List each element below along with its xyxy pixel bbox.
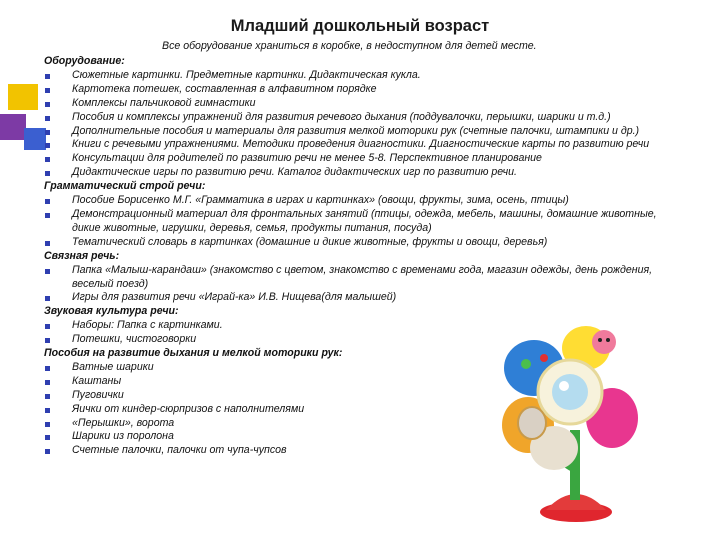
list-item [44, 138, 684, 152]
list-item-text: Папка «Малыш-карандаш» (знакомство с цветом, знакомство с временами года, магазин одежды, день рождения, веселый поезд) [72, 263, 653, 290]
section-heading: Грамматический строй речи: [44, 180, 206, 193]
page-subtitle: Все оборудование храниться в коробке, в недоступном для детей месте. [162, 40, 537, 52]
list-item [44, 291, 684, 305]
bullet-square-icon [45, 269, 50, 274]
list-item-text: Картотека потешек, составленная в алфавитном порядке [72, 82, 377, 95]
bullet-square-icon [45, 394, 50, 399]
list-item-text: Ватные шарики [72, 360, 154, 373]
list-item-text: Книги с речевыми упражнениями. Методики проведения диагностики. Диагностические карты по развитию речи [72, 138, 650, 151]
list-item [44, 83, 684, 97]
list-item-text: Пуговички [72, 388, 124, 401]
list-item [44, 69, 684, 83]
bullet-square-icon [45, 116, 50, 121]
list-item-text: Пособия и комплексы упражнений для развития речевого дыхания (поддувалочки, перышки, шарики и т.д.) [72, 110, 611, 123]
list-item [44, 264, 684, 292]
list-item [44, 166, 684, 180]
bullet-square-icon [45, 435, 50, 440]
list-item [44, 125, 684, 139]
list-item [44, 111, 684, 125]
bullet-square-icon [45, 102, 50, 107]
page-title: Младший дошкольный возраст [230, 17, 490, 35]
section-heading: Оборудование: [44, 55, 125, 67]
list-item-text: Демонстрационный материал для фронтальных занятий (птицы, одежда, мебель, машины, домашние животные, дикие животные, игрушки, деревья, семья, продукты питания, посуда) [72, 207, 657, 234]
bullet-square-icon [45, 199, 50, 204]
section-heading: Звуковая культура речи: [44, 305, 179, 318]
bullet-square-icon [45, 296, 50, 301]
decor-square-blue [24, 128, 46, 150]
list-item-text: Комплексы пальчиковой гимнастики [72, 96, 256, 109]
toy-flower-illustration [494, 320, 644, 525]
list-item [44, 194, 684, 208]
bullet-square-icon [45, 241, 50, 246]
list-item-text: Сюжетные картинки. Предметные картинки. Дидактическая кукла. [72, 68, 421, 81]
list-item-text: Пособие Борисенко М.Г. «Грамматика в играх и картинках» (овощи, фрукты, зима, осень, птицы) [72, 194, 569, 207]
bullet-square-icon [45, 143, 50, 148]
bullet-square-icon [45, 130, 50, 135]
bullet-square-icon [45, 366, 50, 371]
bullet-square-icon [45, 422, 50, 427]
list-item-text: Яички от киндер-сюрпризов с наполнителями [72, 402, 305, 415]
bullet-square-icon [45, 213, 50, 218]
bullet-square-icon [45, 171, 50, 176]
list-item [44, 236, 684, 250]
bullet-square-icon [45, 324, 50, 329]
list-item-text: Игры для развития речи «Играй-ка» И.В. Нищева(для малышей) [72, 291, 397, 304]
list-item-text: «Перышки», ворота [72, 416, 175, 429]
section-heading: Пособия на развитие дыхания и мелкой моторики рук: [44, 347, 343, 360]
bullet-square-icon [45, 449, 50, 454]
list-item-text: Консультации для родителей по развитию речи не менее 5-8. Перспективное планирование [72, 152, 542, 165]
bullet-square-icon [45, 338, 50, 343]
section-heading: Связная речь: [44, 249, 120, 262]
bullet-square-icon [45, 88, 50, 93]
bullet-square-icon [45, 74, 50, 79]
list-item-text: Счетные палочки, палочки от чупа-чупсов [72, 444, 287, 457]
list-item [44, 152, 684, 166]
list-item-text: Потешки, чистоговорки [72, 333, 197, 346]
list-item-text: Каштаны [72, 374, 122, 387]
list-item-text: Шарики из поролона [72, 430, 174, 443]
list-item-text: Дидактические игры по развитию речи. Каталог дидактических игр по развитию речи. [72, 166, 517, 179]
list-item-text: Тематический словарь в картинках (домашние и дикие животные, фрукты и овощи, деревья) [72, 235, 548, 248]
list-item [44, 208, 684, 236]
decor-square-yellow [8, 84, 38, 110]
bullet-square-icon [45, 157, 50, 162]
bullet-square-icon [45, 408, 50, 413]
list-item-text: Дополнительные пособия и материалы для развития мелкой моторики рук (счетные палочки, штампики и др.) [72, 124, 640, 137]
list-item-text: Наборы: Папка с картинками. [72, 319, 223, 332]
bullet-square-icon [45, 380, 50, 385]
decor-square-purple [0, 114, 26, 140]
list-item [44, 97, 684, 111]
